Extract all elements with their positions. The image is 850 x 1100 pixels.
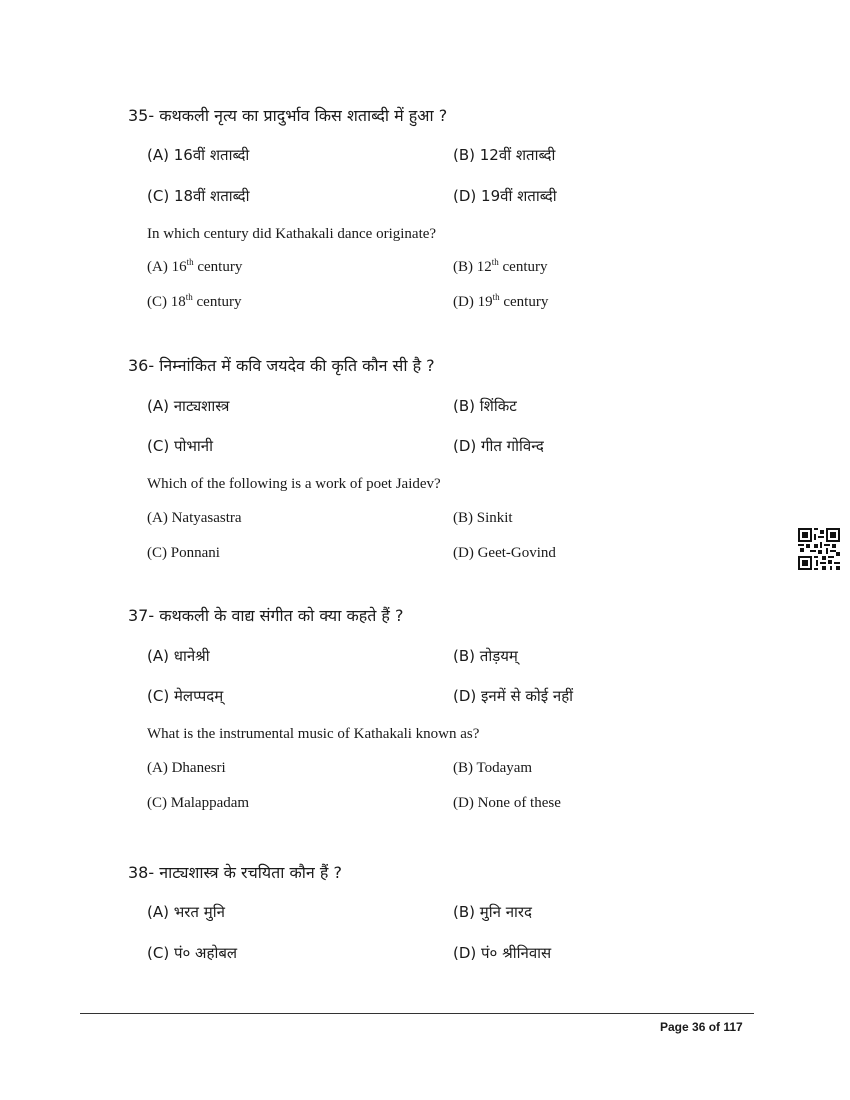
q36-hindi-option-a: (A) नाट्यशास्त्र xyxy=(147,397,230,415)
q38-hindi-option-d: (D) पं० श्रीनिवास xyxy=(453,944,552,962)
q35-english-option-c xyxy=(147,294,242,311)
q36-english-option-b: (B) Sinkit xyxy=(453,510,513,526)
ordinal-suffix: th xyxy=(491,257,499,267)
q37-english-option-d: (D) None of these xyxy=(453,795,561,811)
question-36-hindi: 36- निम्नांकित में कवि जयदेव की कृति कौन सी है ? xyxy=(128,356,435,375)
q38-hindi-option-a: (A) भरत मुनि xyxy=(147,903,225,921)
q38-hindi-option-c: (C) पं० अहोबल xyxy=(147,944,238,962)
ordinal-suffix: th xyxy=(185,292,193,302)
option-suffix: century xyxy=(192,294,242,310)
footer-divider xyxy=(80,1013,754,1014)
question-35-english: In which century did Kathakali dance originate? xyxy=(147,226,437,242)
option-prefix: (A) 16 xyxy=(147,259,187,275)
q35-hindi-option-d: (D) 19वीं शताब्दी xyxy=(453,187,557,205)
option-prefix: (D) 19 xyxy=(453,294,493,310)
option-suffix: century xyxy=(193,259,243,275)
q35-english-option-d xyxy=(453,294,548,311)
q36-hindi-option-b: (B) शिंकिट xyxy=(453,397,517,415)
ordinal-suffix: th xyxy=(186,257,194,267)
option-suffix: century xyxy=(499,294,549,310)
option-prefix: (C) 18 xyxy=(147,294,186,310)
q35-english-option-b xyxy=(453,259,548,276)
q38-hindi-option-b: (B) मुनि नारद xyxy=(453,903,533,921)
q35-hindi-option-b: (B) 12वीं शताब्दी xyxy=(453,146,556,164)
question-37-english: What is the instrumental music of Kathakali known as? xyxy=(147,726,480,742)
q37-hindi-option-c: (C) मेलप्पदम् xyxy=(147,687,224,705)
question-37-hindi: 37- कथकली के वाद्य संगीत को क्या कहते हैं ? xyxy=(128,606,404,625)
q37-hindi-option-d: (D) इनमें से कोई नहीं xyxy=(453,687,574,705)
q37-hindi-option-a: (A) धानेश्री xyxy=(147,647,210,665)
question-38-hindi: 38- नाट्यशास्त्र के रचयिता कौन हैं ? xyxy=(128,863,342,882)
q36-hindi-option-c: (C) पोभानी xyxy=(147,437,213,455)
q37-english-option-c: (C) Malappadam xyxy=(147,795,250,811)
question-35-hindi: 35- कथकली नृत्य का प्रादुर्भाव किस शताब्दी में हुआ ? xyxy=(128,106,448,125)
option-suffix: century xyxy=(498,259,548,275)
q35-english-option-a xyxy=(147,259,242,276)
q37-english-option-a: (A) Dhanesri xyxy=(147,760,226,776)
q37-english-option-b: (B) Todayam xyxy=(453,760,533,776)
q36-english-option-a: (A) Natyasastra xyxy=(147,510,242,526)
ordinal-suffix: th xyxy=(492,292,500,302)
question-36-english: Which of the following is a work of poet Jaidev? xyxy=(147,476,441,492)
q36-english-option-d: (D) Geet-Govind xyxy=(453,545,556,561)
option-prefix: (B) 12 xyxy=(453,259,492,275)
qr-code-icon xyxy=(798,528,840,570)
q36-hindi-option-d: (D) गीत गोविन्द xyxy=(453,437,544,455)
q36-english-option-c: (C) Ponnani xyxy=(147,545,220,561)
q35-hindi-option-a: (A) 16वीं शताब्दी xyxy=(147,146,250,164)
q35-hindi-option-c: (C) 18वीं शताब्दी xyxy=(147,187,250,205)
q37-hindi-option-b: (B) तोड़यम् xyxy=(453,647,518,665)
page-number: Page 36 of 117 xyxy=(660,1020,743,1034)
